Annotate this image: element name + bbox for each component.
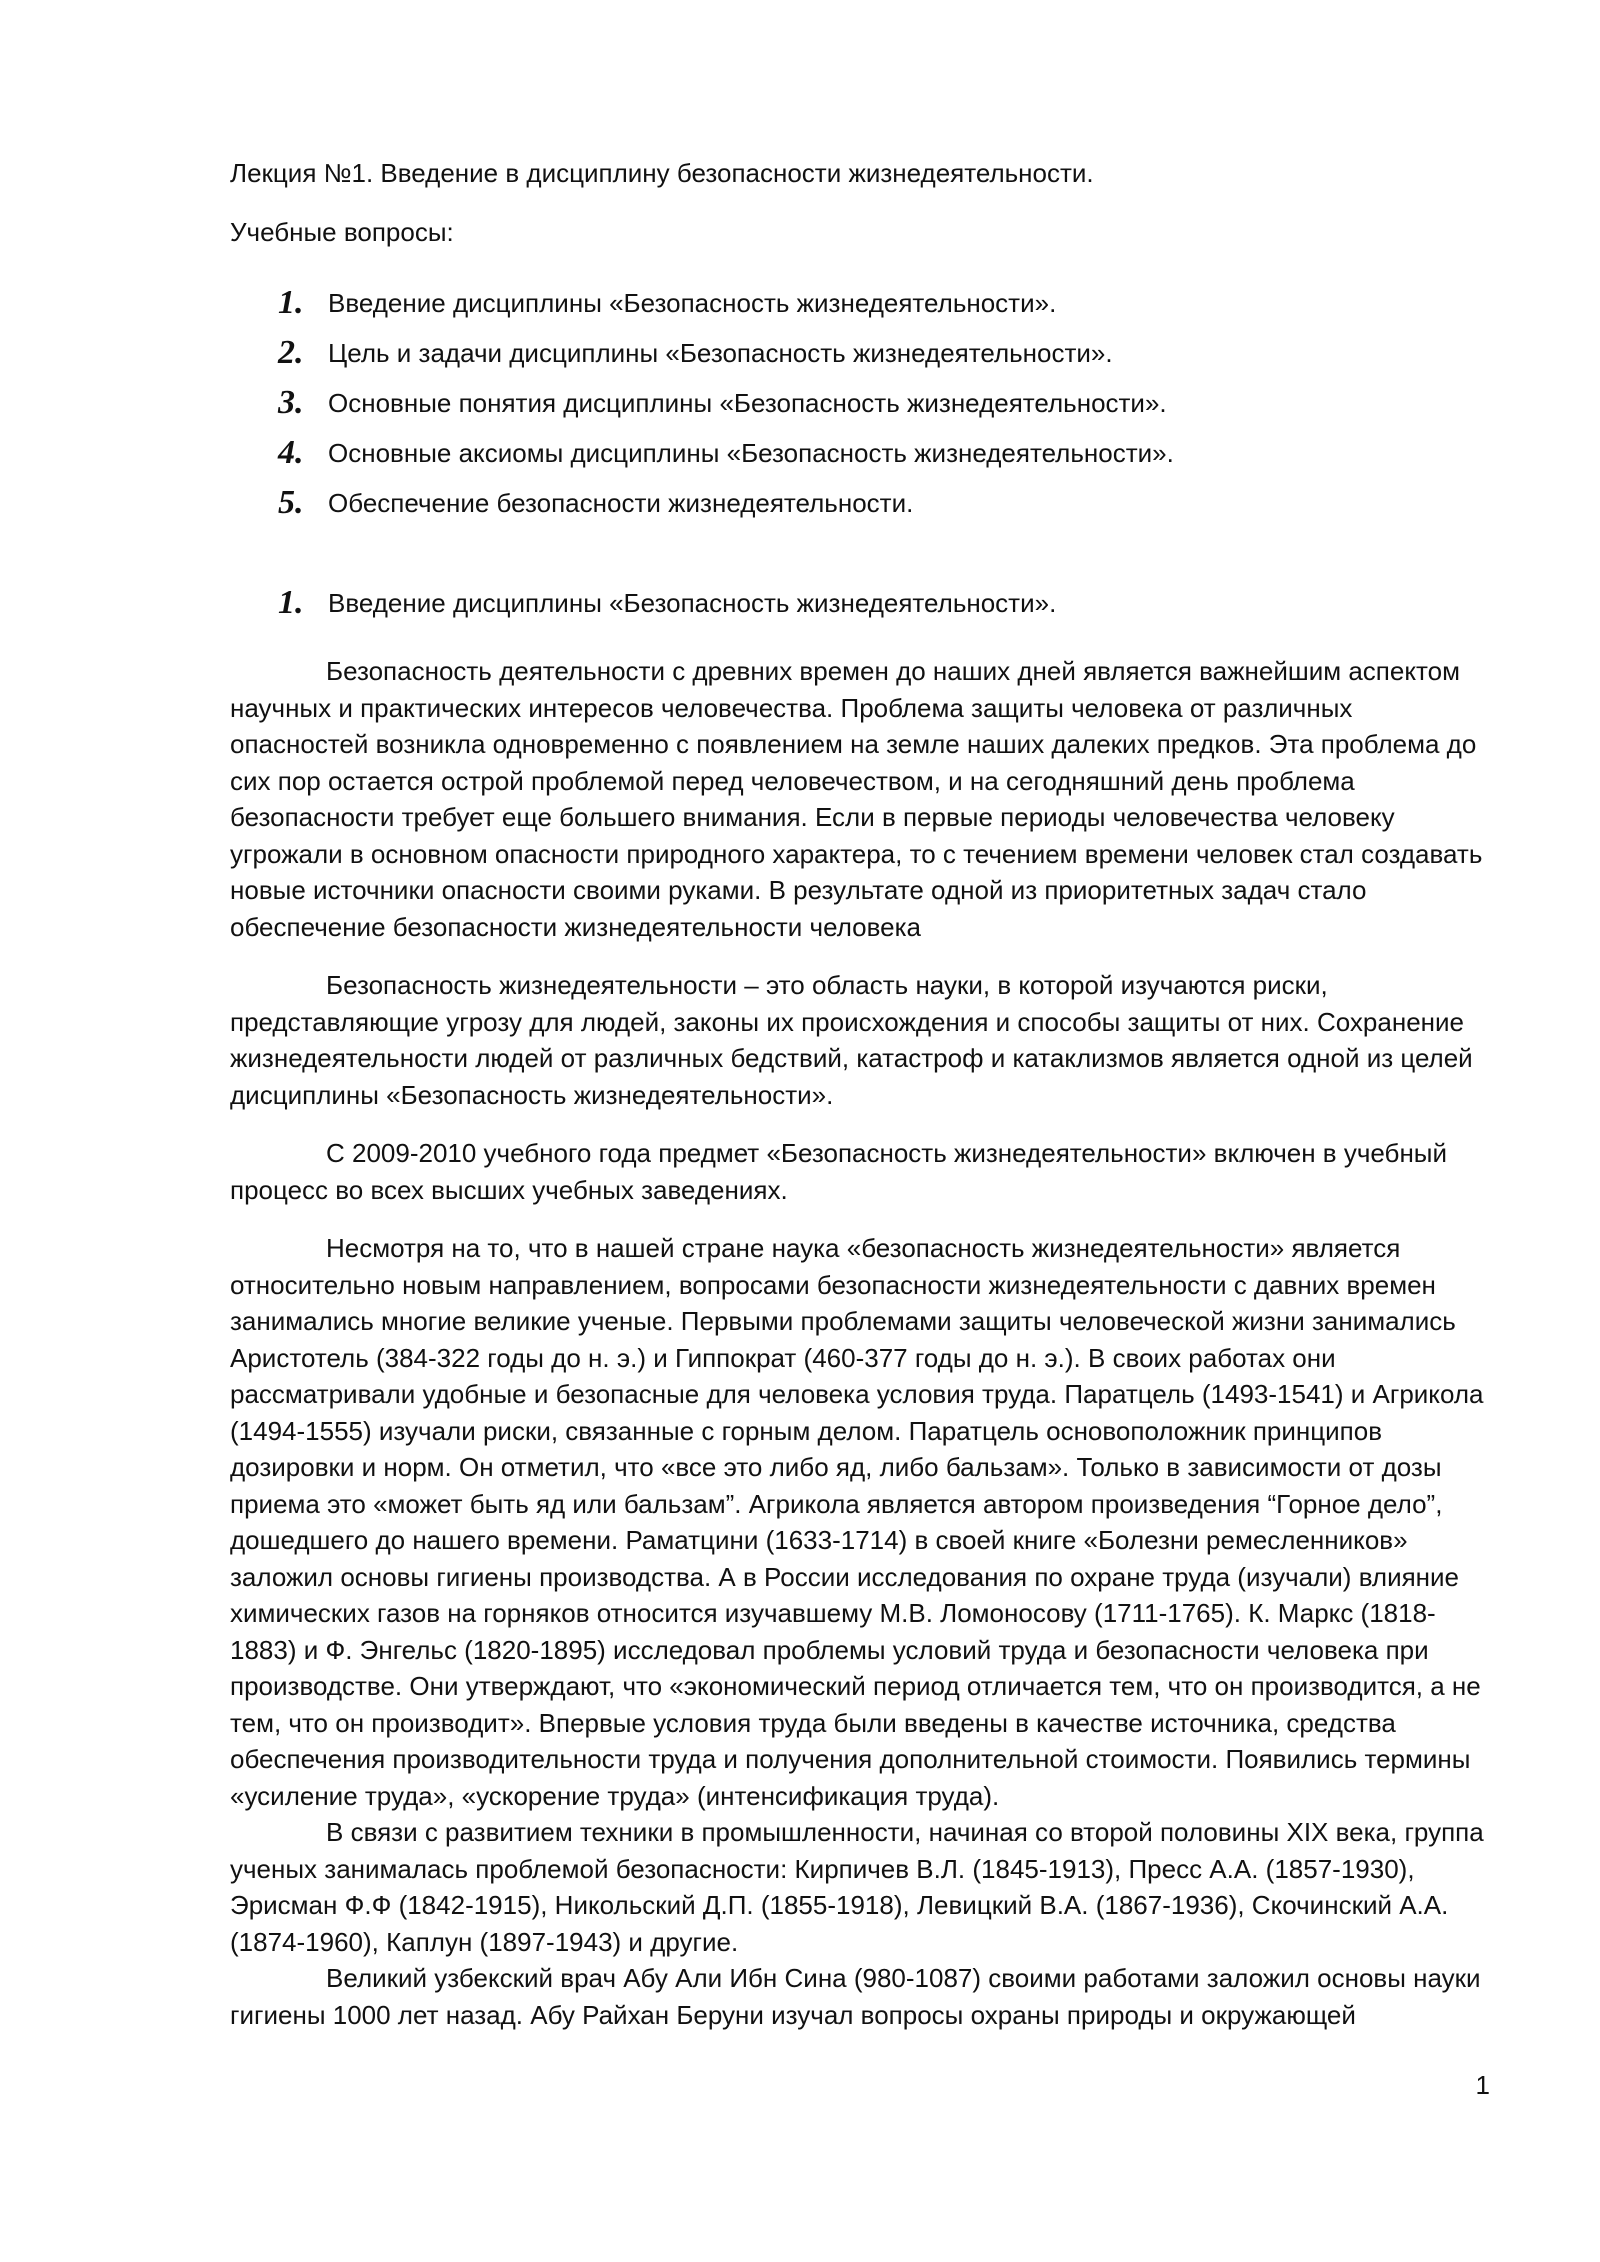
section-number: 1. (278, 583, 304, 621)
section-title: Введение дисциплины «Безопасность жизнедеятельности». (328, 587, 1057, 618)
list-number: 2. (278, 333, 304, 371)
list-item (230, 378, 1490, 428)
list-number: 4. (278, 433, 304, 471)
list-item-text: Основные аксиомы дисциплины «Безопасность жизнедеятельности». (328, 437, 1174, 468)
list-item (230, 478, 1490, 528)
list-number: 3. (278, 383, 304, 421)
list-number: 5. (278, 483, 304, 521)
document-body (230, 155, 1490, 2033)
paragraph: Несмотря на то, что в нашей стране наука «безопасность жизнедеятельности» является относительно новым направлением, вопросами безопасности жизнедеятельности с давних времен занимались многие великие ученые. Первыми проблемами защиты человеческой жизни занимались Аристотель (384-322 годы до н. э.) и Гиппократ (460-377 годы до н. э.). В своих работах они рассматривали удобные и безопасные для человека условия труда. Паратцель (1493-1541) и Агрикола (1494-1555) изучали риски, связанные с горным делом. Паратцель основоположник принципов дозировки и норм. Он отметил, что «все это либо яд, либо бальзам». Только в зависимости от дозы приема это «может быть яд или бальзам”. Агрикола является автором произведения “Горное дело”, дошедшего до нашего времени. Раматцини (1633-1714) в своей книге «Болезни ремесленников» заложил основы гигиены производства. А в России исследования по охране труда (изучали) влияние химических газов на горняков относится изучавшему М.В. Ломоносову (1711-1765). К. Маркс (1818-1883) и Ф. Энгельс (1820-1895) исследовал проблемы условий труда и безопасности человека при производстве. Они утверждают, что «экономический период отличается тем, что он производится, а не тем, что он производит». Впервые условия труда были введены в качестве источника, средства обеспечения производительности труда и получения дополнительной стоимости. Появились термины «усиление труда», «ускорение труда» (интенсификация труда). (230, 1233, 1484, 1811)
list-number: 1. (278, 283, 304, 321)
section-heading (230, 578, 1490, 628)
section-heading-list (230, 578, 1490, 628)
list-item-text: Основные понятия дисциплины «Безопасность жизнедеятельности». (328, 387, 1167, 418)
list-item (230, 278, 1490, 328)
questions-label: Учебные вопросы: (230, 216, 454, 247)
paragraph: В связи с развитием техники в промышленности, начиная со второй половины XIX века, группа ученых занималась проблемой безопасности: Кирпичев В.Л. (1845-1913), Пресс А.А. (1857-1930), Эрисман Ф.Ф (1842-1915), Никольский Д.П. (1855-1918), Левицкий В.А. (1867-1936), Скочинский А.А. (1874-1960), Каплун (1897-1943) и другие. (230, 1817, 1484, 1957)
paragraph: Безопасность жизнедеятельности – это область науки, в которой изучаются риски, представляющие угрозу для людей, законы их происхождения и способы защиты от них. Сохранение жизнедеятельности людей от различных бедствий, катастроф и катаклизмов является одной из целей дисциплины «Безопасность жизнедеятельности». (230, 970, 1473, 1110)
paragraph: С 2009-2010 учебного года предмет «Безопасность жизнедеятельности» включен в учебный процесс во всех высших учебных заведениях. (230, 1138, 1448, 1205)
lecture-title: Лекция №1. Введение в дисциплину безопасности жизнедеятельности. (230, 158, 1094, 188)
list-item (230, 328, 1490, 378)
page-number: 1 (1475, 2070, 1490, 2100)
list-item-text: Введение дисциплины «Безопасность жизнедеятельности». (328, 287, 1057, 318)
list-item-text: Обеспечение безопасности жизнедеятельности. (328, 487, 914, 518)
list-item (230, 428, 1490, 478)
paragraph: Безопасность деятельности с древних времен до наших дней является важнейшим аспектом научных и практических интересов человечества. Проблема защиты человека от различных опасностей возникла одновременно с появлением на земле наших далеких предков. Эта проблема до сих пор остается острой проблемой перед человечеством, и на сегодняшний день проблема безопасности требует еще большего внимания. Если в первые периоды человечества человеку угрожали в основном опасности природного характера, то с течением времени человек стал создавать новые источники опасности своими руками. В результате одной из приоритетных задач стало обеспечение безопасности жизнедеятельности человека (230, 656, 1483, 942)
questions-list (230, 278, 1490, 528)
paragraph: Великий узбекский врач Абу Али Ибн Сина (980-1087) своими работами заложил основы науки гигиены 1000 лет назад. Абу Райхан Беруни изучал вопросы охраны природы и окружающей (230, 1963, 1481, 2030)
list-item-text: Цель и задачи дисциплины «Безопасность жизнедеятельности». (328, 337, 1113, 368)
